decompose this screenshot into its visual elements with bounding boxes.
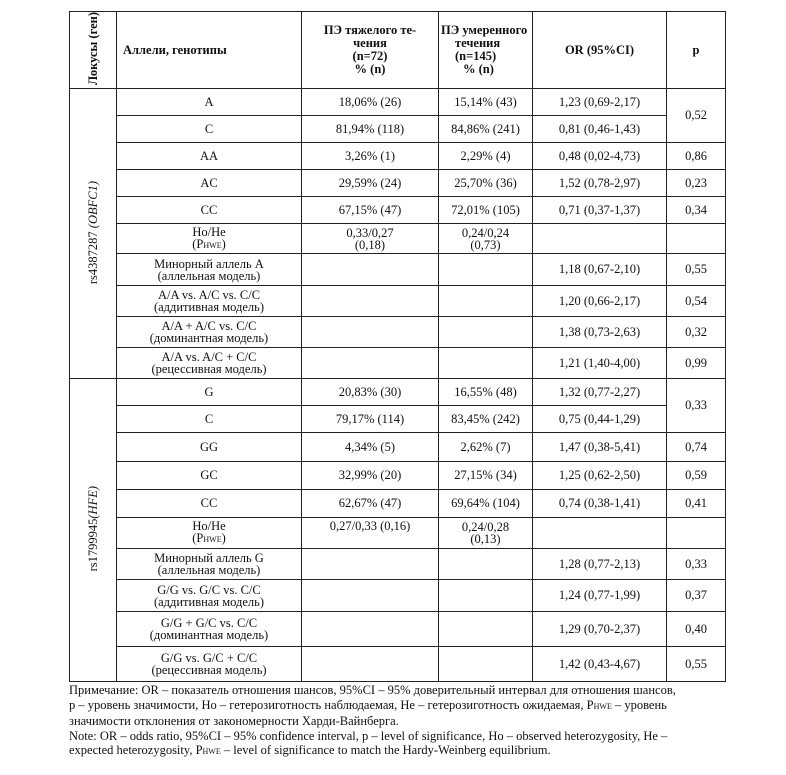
moderate-cell: 69,64% (104) bbox=[439, 490, 533, 518]
note-ru-line2-tail: – уровень bbox=[611, 697, 667, 712]
table-row bbox=[70, 224, 726, 254]
note-ru-line1: Примечание: OR – показатель отношения шансов, 95%CI – 95% доверительный интервал для отношения шансов, bbox=[69, 683, 676, 697]
or-cell: 1,32 (0,77-2,27) bbox=[533, 379, 667, 406]
severe-cell: 81,94% (118) bbox=[302, 116, 439, 143]
allele-cell bbox=[117, 580, 302, 612]
severe-cell bbox=[302, 612, 439, 647]
header-severe-line1: ПЭ тяжелого те- bbox=[323, 23, 417, 38]
p-cell: 0,41 bbox=[667, 490, 726, 518]
severe-phwe: (0,18) bbox=[354, 237, 386, 252]
p-cell: 0,37 bbox=[667, 580, 726, 612]
phwe-sub: HWE bbox=[203, 240, 222, 250]
severe-cell bbox=[302, 254, 439, 286]
or-cell: 1,21 (1,40-4,00) bbox=[533, 348, 667, 379]
gene-name: (HFE) bbox=[85, 485, 100, 519]
model-label: Минорный аллель A bbox=[154, 256, 264, 271]
table-row bbox=[70, 197, 726, 224]
p-cell: 0,40 bbox=[667, 612, 726, 647]
note-en-line2-tail: – level of significance to match the Hardy-Weinberg equilibrium. bbox=[220, 743, 551, 757]
allele-cell: AC bbox=[117, 170, 302, 197]
severe-cell bbox=[302, 647, 439, 682]
severe-cell bbox=[302, 317, 439, 348]
allele-cell: GG bbox=[117, 433, 302, 462]
allele-cell bbox=[117, 317, 302, 348]
model-type: (рецессивная модель) bbox=[151, 663, 267, 678]
header-moderate-line1: ПЭ умеренного bbox=[441, 23, 528, 38]
moderate-hohe: 0,24/0,24 bbox=[461, 225, 510, 240]
p-cell: 0,99 bbox=[667, 348, 726, 379]
note-en-line2 bbox=[69, 743, 719, 760]
table-row bbox=[70, 254, 726, 286]
severe-cell: 67,15% (47) bbox=[302, 197, 439, 224]
moderate-cell: 27,15% (34) bbox=[439, 462, 533, 490]
table-row bbox=[70, 549, 726, 580]
model-label: A/A vs. A/C + C/C bbox=[161, 350, 257, 365]
table-row bbox=[70, 317, 726, 348]
moderate-hohe: 0,24/0,28 bbox=[461, 520, 510, 535]
or-cell: 1,52 (0,78-2,97) bbox=[533, 170, 667, 197]
table-row bbox=[70, 348, 726, 379]
severe-cell: 0,27/0,33 (0,16) bbox=[302, 518, 439, 549]
or-cell: 0,48 (0,02-4,73) bbox=[533, 143, 667, 170]
table-row bbox=[70, 647, 726, 682]
model-label: G/G vs. G/C + C/C bbox=[160, 651, 258, 666]
note-ru-line2-text: p – уровень значимости, Ho – гетерозиготность наблюдаемая, He – гетерозиготность ожидаемая, P bbox=[69, 697, 594, 712]
ho-he-label: Ho/He bbox=[192, 224, 226, 239]
table-row bbox=[70, 116, 726, 143]
moderate-cell: 84,86% (241) bbox=[439, 116, 533, 143]
phwe-sub: HWE bbox=[203, 535, 222, 545]
moderate-cell: 83,45% (242) bbox=[439, 406, 533, 433]
header-locus-label: Локусы (ген) bbox=[85, 12, 100, 86]
ho-he-label: Ho/He bbox=[192, 519, 226, 534]
header-severe-line2: чения bbox=[353, 36, 387, 51]
or-cell: 0,75 (0,44-1,29) bbox=[533, 406, 667, 433]
model-type: (аддитивная модель) bbox=[153, 300, 265, 315]
moderate-cell bbox=[439, 317, 533, 348]
model-type: (аддитивная модель) bbox=[153, 594, 265, 609]
p-cell: 0,33 bbox=[667, 379, 726, 433]
table-row bbox=[70, 170, 726, 197]
model-label: G/G vs. G/C vs. C/C bbox=[157, 582, 261, 597]
table-row bbox=[70, 89, 726, 116]
p-cell bbox=[667, 518, 726, 549]
or-cell: 1,23 (0,69-2,17) bbox=[533, 89, 667, 116]
model-type: (аллельная модель) bbox=[157, 268, 261, 283]
or-cell: 1,28 (0,77-2,13) bbox=[533, 549, 667, 580]
snp-id: rs4387287 bbox=[85, 227, 100, 284]
phwe-label: (P bbox=[192, 531, 204, 546]
moderate-cell: 2,62% (7) bbox=[439, 433, 533, 462]
p-cell: 0,86 bbox=[667, 143, 726, 170]
severe-cell: 20,83% (30) bbox=[302, 379, 439, 406]
moderate-cell bbox=[439, 612, 533, 647]
header-p: p bbox=[667, 12, 726, 89]
header-severe-line4: % (n) bbox=[354, 62, 386, 77]
header-row bbox=[70, 12, 726, 89]
severe-cell bbox=[302, 580, 439, 612]
note-en-line2-text: expected heterozygosity, P bbox=[69, 743, 203, 757]
allele-cell bbox=[117, 549, 302, 580]
moderate-cell bbox=[439, 580, 533, 612]
p-cell: 0,52 bbox=[667, 89, 726, 143]
model-label: A/A + A/C vs. C/C bbox=[161, 319, 257, 334]
table-row bbox=[70, 518, 726, 549]
allele-cell bbox=[117, 286, 302, 317]
p-cell bbox=[667, 224, 726, 254]
severe-cell: 79,17% (114) bbox=[302, 406, 439, 433]
header-moderate-line3: (n=145) bbox=[455, 49, 497, 64]
moderate-phwe: (0,73) bbox=[470, 237, 501, 252]
or-cell: 1,29 (0,70-2,37) bbox=[533, 612, 667, 647]
p-cell: 0,55 bbox=[667, 254, 726, 286]
note-ru-line2 bbox=[69, 698, 719, 715]
header-moderate-line2: течения bbox=[455, 36, 501, 51]
or-cell bbox=[533, 518, 667, 549]
model-label: Минорный аллель G bbox=[154, 551, 264, 566]
header-alleles: Аллели, генотипы bbox=[117, 12, 302, 89]
table-row bbox=[70, 490, 726, 518]
phwe-label: (P bbox=[192, 236, 204, 251]
table-row bbox=[70, 379, 726, 406]
allele-cell bbox=[117, 348, 302, 379]
p-cell: 0,34 bbox=[667, 197, 726, 224]
p-cell: 0,59 bbox=[667, 462, 726, 490]
header-locus bbox=[70, 12, 117, 89]
moderate-cell: 16,55% (48) bbox=[439, 379, 533, 406]
genotype-table bbox=[69, 11, 726, 682]
snp-id: rs1799945 bbox=[85, 518, 100, 572]
p-cell: 0,33 bbox=[667, 549, 726, 580]
allele-cell: G bbox=[117, 379, 302, 406]
or-cell bbox=[533, 224, 667, 254]
severe-cell bbox=[302, 348, 439, 379]
model-label: A/A vs. A/C vs. C/C bbox=[157, 288, 261, 303]
header-moderate-line4: % (n) bbox=[463, 62, 494, 77]
table-row bbox=[70, 286, 726, 317]
severe-cell bbox=[302, 224, 439, 254]
moderate-cell: 25,70% (36) bbox=[439, 170, 533, 197]
note-ru-sub: HWE bbox=[593, 701, 612, 711]
allele-cell: C bbox=[117, 406, 302, 433]
allele-cell bbox=[117, 647, 302, 682]
moderate-cell: 15,14% (43) bbox=[439, 89, 533, 116]
header-moderate bbox=[439, 12, 533, 89]
locus-label-1 bbox=[87, 181, 100, 284]
or-cell: 1,42 (0,43-4,67) bbox=[533, 647, 667, 682]
table-row bbox=[70, 462, 726, 490]
severe-cell: 62,67% (47) bbox=[302, 490, 439, 518]
severe-cell: 29,59% (24) bbox=[302, 170, 439, 197]
allele-cell: AA bbox=[117, 143, 302, 170]
note-en-sub: HWE bbox=[202, 747, 221, 756]
p-cell: 0,74 bbox=[667, 433, 726, 462]
moderate-cell: 72,01% (105) bbox=[439, 197, 533, 224]
moderate-cell bbox=[439, 286, 533, 317]
phwe-close: ) bbox=[221, 531, 226, 546]
table-row bbox=[70, 580, 726, 612]
model-type: (доминантная модель) bbox=[149, 331, 269, 346]
severe-cell bbox=[302, 286, 439, 317]
allele-cell bbox=[117, 224, 302, 254]
p-cell: 0,55 bbox=[667, 647, 726, 682]
or-cell: 1,20 (0,66-2,17) bbox=[533, 286, 667, 317]
model-type: (рецессивная модель) bbox=[151, 362, 267, 377]
or-cell: 0,81 (0,46-1,43) bbox=[533, 116, 667, 143]
severe-hohe: 0,33/0,27 bbox=[346, 225, 394, 240]
or-cell: 1,25 (0,62-2,50) bbox=[533, 462, 667, 490]
or-cell: 0,71 (0,37-1,37) bbox=[533, 197, 667, 224]
moderate-cell bbox=[439, 224, 533, 254]
allele-cell: A bbox=[117, 89, 302, 116]
moderate-cell: 2,29% (4) bbox=[439, 143, 533, 170]
table-row bbox=[70, 612, 726, 647]
severe-cell bbox=[302, 549, 439, 580]
moderate-cell bbox=[439, 549, 533, 580]
phwe-close: ) bbox=[221, 236, 226, 251]
allele-cell bbox=[117, 612, 302, 647]
severe-cell: 4,34% (5) bbox=[302, 433, 439, 462]
locus-cell-2 bbox=[70, 379, 117, 682]
p-cell: 0,23 bbox=[667, 170, 726, 197]
allele-cell: CC bbox=[117, 490, 302, 518]
model-type: (доминантная модель) bbox=[149, 628, 269, 643]
or-cell: 1,47 (0,38-5,41) bbox=[533, 433, 667, 462]
model-label: G/G + G/C vs. C/C bbox=[160, 616, 258, 631]
or-cell: 1,18 (0,67-2,10) bbox=[533, 254, 667, 286]
moderate-phwe: (0,13) bbox=[470, 532, 501, 547]
table-row bbox=[70, 143, 726, 170]
locus-label-2 bbox=[87, 486, 100, 571]
moderate-cell bbox=[439, 348, 533, 379]
allele-cell: CC bbox=[117, 197, 302, 224]
table-row bbox=[70, 406, 726, 433]
locus-cell-1 bbox=[70, 89, 117, 379]
moderate-cell bbox=[439, 254, 533, 286]
severe-cell: 18,06% (26) bbox=[302, 89, 439, 116]
p-cell: 0,32 bbox=[667, 317, 726, 348]
moderate-cell bbox=[439, 518, 533, 549]
table-row bbox=[70, 433, 726, 462]
note-en-line1: Note: OR – odds ratio, 95%CI – 95% confidence interval, p – level of significance, Ho – observed heterozygosity, He – bbox=[69, 728, 668, 743]
note-ru-line3: значимости отклонения от закономерности Харди-Вайнберга. bbox=[69, 714, 399, 728]
table-footnote bbox=[69, 683, 719, 760]
or-cell: 1,38 (0,73-2,63) bbox=[533, 317, 667, 348]
gene-name: (OBFC1) bbox=[85, 180, 100, 228]
header-or: OR (95%CI) bbox=[533, 12, 667, 89]
allele-cell: C bbox=[117, 116, 302, 143]
moderate-cell bbox=[439, 647, 533, 682]
or-cell: 1,24 (0,77-1,99) bbox=[533, 580, 667, 612]
header-severe bbox=[302, 12, 439, 89]
model-type: (аллельная модель) bbox=[157, 563, 261, 578]
header-severe-line3: (n=72) bbox=[352, 49, 388, 64]
p-cell: 0,54 bbox=[667, 286, 726, 317]
or-cell: 0,74 (0,38-1,41) bbox=[533, 490, 667, 518]
severe-cell: 32,99% (20) bbox=[302, 462, 439, 490]
allele-cell bbox=[117, 254, 302, 286]
severe-cell: 3,26% (1) bbox=[302, 143, 439, 170]
allele-cell bbox=[117, 518, 302, 549]
allele-cell: GC bbox=[117, 462, 302, 490]
